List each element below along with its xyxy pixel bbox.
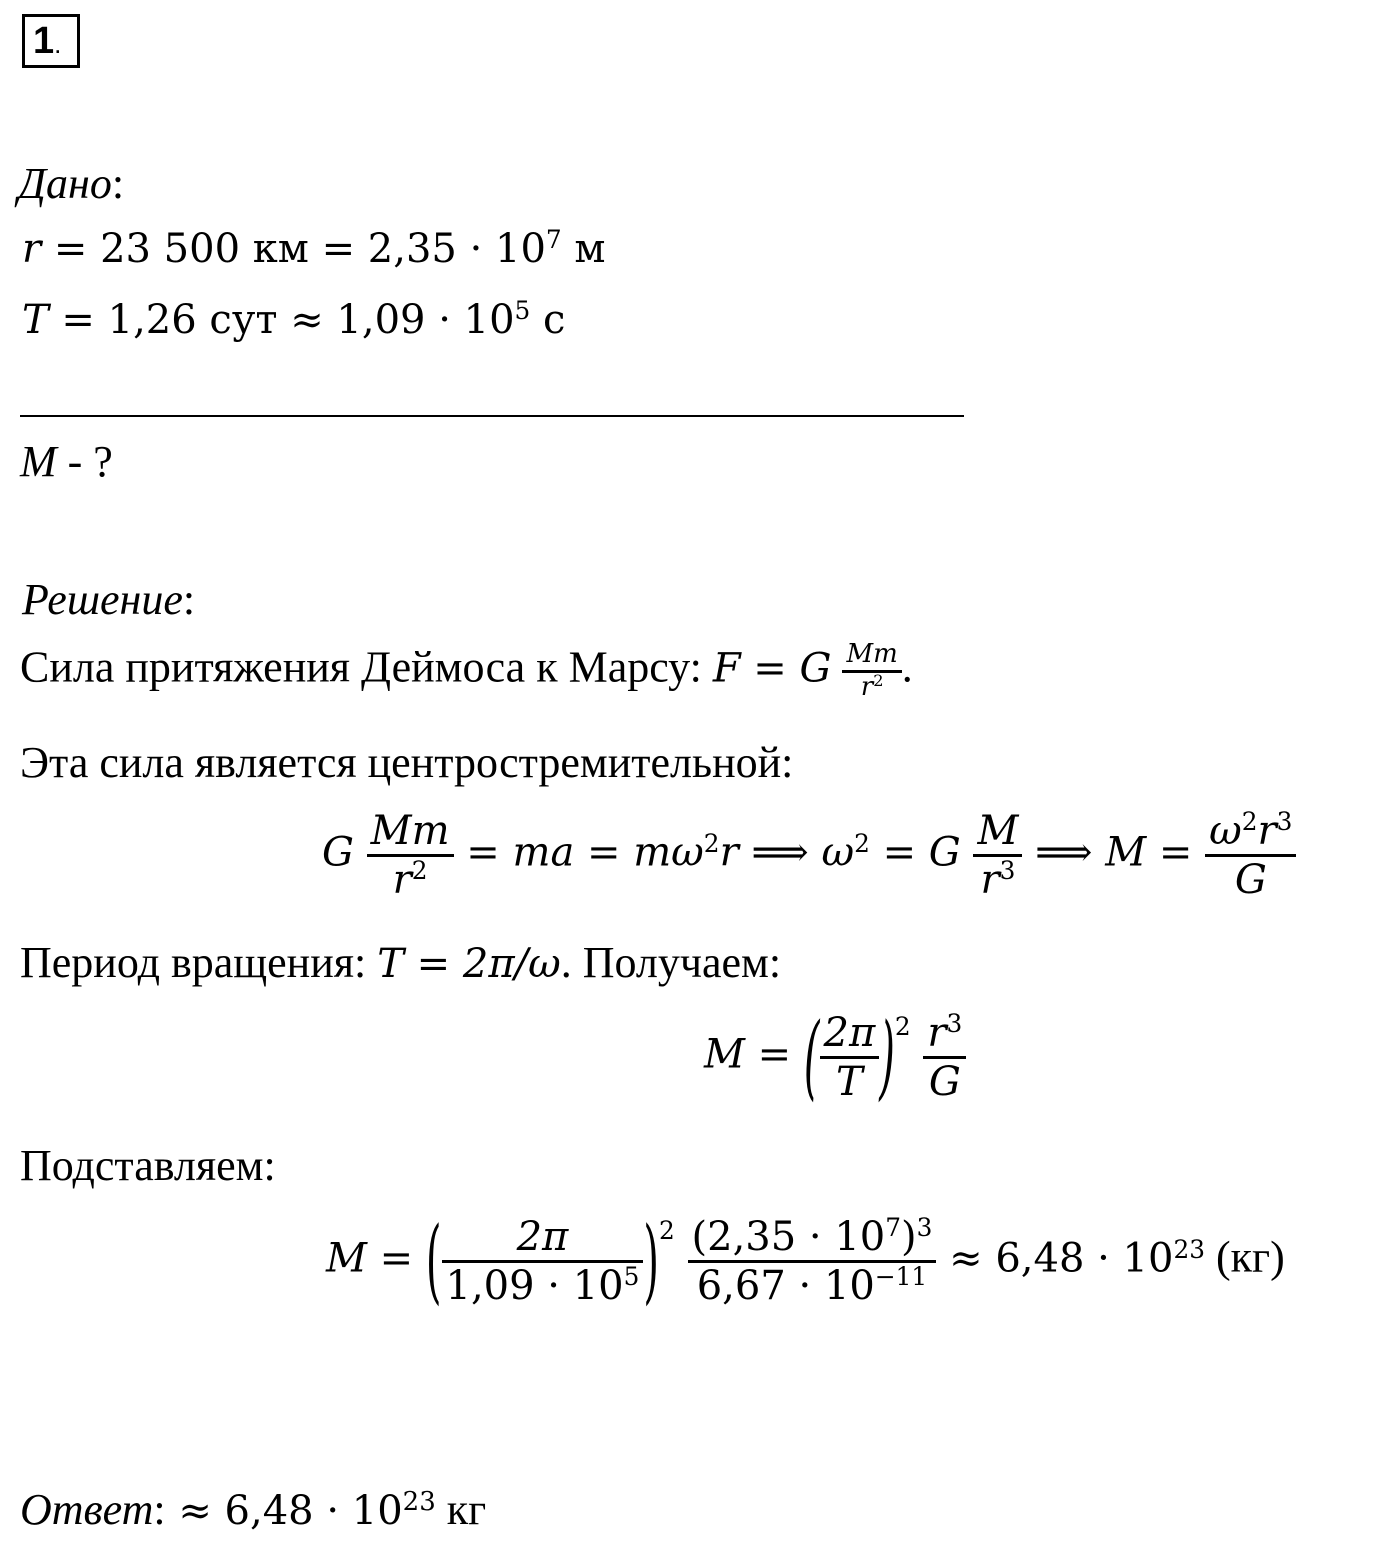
eq2-fraction-2: $\frac{r^3}{G}$ [923, 1010, 966, 1105]
eq2-fraction-1: $\frac{2\pi}{T}$ [820, 1010, 880, 1105]
T-variable: T [22, 297, 49, 343]
given-divider [20, 415, 964, 417]
solution-line-3: Период вращения: T = 2π/ω. Получаем: [20, 938, 782, 987]
solution-line-2: Эта сила является центростремительной: [20, 738, 794, 787]
given-label: Дано: [18, 159, 125, 208]
task-number: 1 [33, 20, 55, 62]
eq1-fraction-3: $\frac{\omega^2r^3}{G}$ [1205, 808, 1296, 903]
task-number-dot: . [54, 29, 62, 59]
eq3-fraction-1: $\frac{2\pi}{1,09 \cdot 10^5}$ [442, 1214, 644, 1309]
right-paren: ) [879, 1004, 895, 1111]
left-paren: ( [803, 1004, 820, 1111]
task-number-box [22, 14, 80, 68]
left-paren: ( [425, 1208, 442, 1315]
right-paren: ) [643, 1208, 660, 1315]
solution-line-1: Сила притяжения Деймоса к Марсу: F = G $\frac{Mm}{r^2}$ . [20, 639, 913, 702]
equation-centripetal: G $\frac{Mm}{r^2}$ = ma = $m\omega^2r$ ⟹ $\omega^2 = G$ $\frac{M}{r^3}$ ⟹ M = $\frac{\omega^2r^3}{G}$ [322, 808, 1296, 903]
solution-label: Решение: [22, 575, 196, 624]
answer-line: Ответ: ≈ $6,48 \cdot 10^{23}$ кг [20, 1485, 487, 1534]
gravity-fraction: $\frac{Mm}{r^2}$ [842, 640, 901, 703]
r-variable: r [22, 226, 42, 272]
solution-line-4: Подставляем: [20, 1141, 276, 1190]
equation-mass-general: M = ( $\frac{2\pi}{T}$ )$^2$ $\frac{r^3}{G}$ [704, 1010, 966, 1105]
eq1-fraction-1: $\frac{Mm}{r^2}$ [367, 808, 454, 903]
find-line: M - ? [20, 437, 113, 486]
eq1-fraction-2: $\frac{M}{r^3}$ [973, 808, 1022, 903]
given-r-line: r = 23 500 км = $2,35 \cdot 10^7$ м [22, 225, 606, 272]
eq3-fraction-2: $\frac{(2,35 \cdot 10^7)^3}{6,67 \cdot 10^{-11}}$ [688, 1214, 937, 1309]
equation-mass-substituted: M = ( $\frac{2\pi}{1,09 \cdot 10^5}$ )$^2$ $\frac{(2,35 \cdot 10^7)^3}{6,67 \cdot 10^{-11}}$ ≈ $6,48 \cdot 10^{23}$ (кг) [326, 1208, 1285, 1315]
given-T-line: T = 1,26 сут ≈ $1,09 \cdot 10^5$ с [22, 296, 566, 343]
